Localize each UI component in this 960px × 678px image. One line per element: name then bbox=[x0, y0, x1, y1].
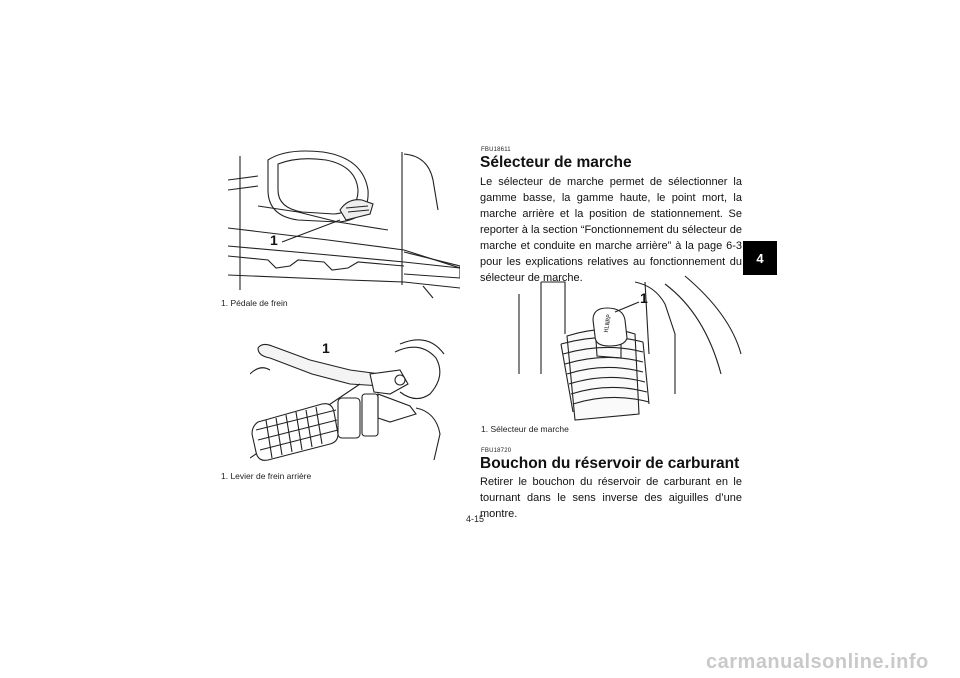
section-code: FBU18611 bbox=[481, 147, 511, 153]
section-title: Bouchon du réservoir de carburant bbox=[480, 455, 740, 472]
brake-lever-illustration bbox=[250, 334, 446, 464]
figure-caption: 1. Pédale de frein bbox=[221, 298, 288, 308]
figure-caption: 1. Levier de frein arrière bbox=[221, 471, 312, 481]
watermark: carmanualsonline.info bbox=[706, 651, 929, 673]
brake-pedal-illustration bbox=[228, 150, 460, 300]
callout-number: 1 bbox=[270, 232, 278, 248]
callout-number: 1 bbox=[640, 290, 648, 306]
section-code: FBU18720 bbox=[481, 448, 512, 454]
gear-selector-illustration bbox=[515, 274, 745, 422]
page-number: 4-15 bbox=[466, 514, 485, 524]
section-body: Le sélecteur de marche permet de sélectionner la gamme basse, la gamme haute, le point mort, la marche arrière et la position de stationnement. Se reporter à la section “Fonctionnement du sélecteur de marche et conduite en marche arrière” à la page 6-3 pour les explications relatives au fonctionnement du sélecteur de marche. bbox=[480, 176, 742, 284]
chapter-tab: 4 bbox=[743, 241, 777, 275]
gear-knob-label: HLNRP bbox=[602, 313, 614, 333]
section-body: Retirer le bouchon du réservoir de carburant en le tournant dans le sens inverse des aiguilles d’une montre. bbox=[480, 476, 742, 520]
section-title: Sélecteur de marche bbox=[480, 154, 632, 171]
callout-number: 1 bbox=[322, 340, 330, 356]
figure-caption: 1. Sélecteur de marche bbox=[481, 424, 569, 434]
